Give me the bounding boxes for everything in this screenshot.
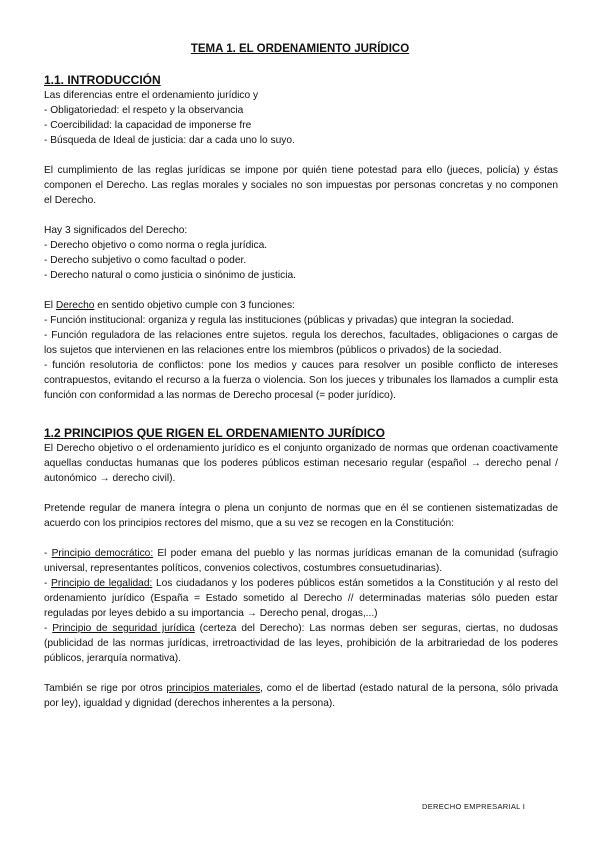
intro-line: Las diferencias entre el ordenamiento jurídico y	[44, 90, 259, 101]
list-item: - Coercibilidad: la capacidad de imponerse fre	[44, 120, 252, 131]
principle-text: Los ciudadanos y los poderes públicos están sometidos a la Constitución y al resto del ordenamiento jurídico (España = Estado sometido al Derecho // determinadas materias sólo pueden estar reguladas por leyes debido a su importancia → Derecho penal, drogas,...)	[44, 578, 558, 619]
list-item: - Búsqueda de Ideal de justicia: dar a cada uno lo suyo.	[44, 135, 295, 146]
principle-text: El poder emana del pueblo y las normas jurídicas emanan de la comunidad (sufragio universal, representantes políticos, convenios colectivos, costumbres consuetudinarias).	[44, 548, 558, 574]
derecho-underlined: Derecho	[55, 300, 95, 311]
principle-text: (certeza del Derecho): Las normas deben ser seguras, ciertas, no dudosas (publicidad de las normas jurídicas, irretroactividad de las leyes, prohibición de la arbitrariedad de los poderes públicos, jerarquía normativa).	[44, 623, 558, 664]
section-heading-principios: 1.2 PRINCIPIOS QUE RIGEN EL ORDENAMIENTO JURÍDICO	[44, 426, 385, 440]
principios-materiales-underlined: principios materiales	[166, 683, 261, 694]
paragraph-principios-materiales	[44, 681, 558, 711]
principle-item: - Principio democrático: El poder emana del pueblo y las normas jurídicas emanan de la comunidad (sufragio universal, representantes políticos, convenios colectivos, costumbres consuetudinarias).	[44, 548, 558, 574]
page-footer: DERECHO EMPRESARIAL I	[422, 802, 526, 811]
document-body	[44, 72, 558, 711]
section-heading-introduccion: 1.1. INTRODUCCIÓN	[44, 73, 161, 87]
list-item: - función resolutoria de conflictos: pone los medios y cauces para resolver un posible conflicto de intereses contrapuestos, evitando el recurso a la fuerza o violencia. Son los jueces y tribunales los llamados a cumplir esta función con conformidad a las normas de Derecho procesal (= poder jurídico).	[44, 360, 558, 401]
paragraph-derecho-objetivo: El Derecho objetivo o el ordenamiento jurídico es el conjunto organizado de normas que ordenan coactivamente aquellas conductas humanas que los poderes públicos estiman necesario regular (español → derecho penal / autonómico → derecho civil).	[44, 443, 558, 484]
functions-intro-post: en sentido objetivo cumple con 3 funciones:	[94, 300, 295, 311]
principle-name: Principio de legalidad:	[51, 578, 153, 589]
meanings-intro: Hay 3 significados del Derecho:	[44, 225, 188, 236]
principle-name: Principio de seguridad jurídica	[52, 623, 195, 634]
functions-intro-pre: El	[44, 300, 56, 311]
list-item: - Derecho subjetivo o como facultad o poder.	[44, 255, 247, 266]
principle-name: Principio democrático:	[51, 548, 154, 559]
list-item: - Obligatoriedad: el respeto y la observancia	[44, 105, 244, 116]
list-item: - Función institucional: organiza y regula las instituciones (públicas y privadas) que integran la sociedad.	[44, 315, 515, 326]
functions-intro	[44, 298, 558, 313]
paragraph-cumplimiento: El cumplimiento de las reglas jurídicas se impone por quién tiene potestad para ello (jueces, policía) y éstas componen el Derecho. Las reglas morales y sociales no son impuestas por personas concretas y no componen el Derecho.	[44, 165, 558, 206]
list-item: - Derecho objetivo o como norma o regla jurídica.	[44, 240, 268, 251]
principle-item: - Principio de legalidad: Los ciudadanos y los poderes públicos están sometidos a la Constitución y al resto del ordenamiento jurídico (España = Estado sometido al Derecho // determinadas materias sólo pueden estar reguladas por leyes debido a su importancia → Derecho penal, drogas,...)	[44, 578, 558, 619]
closing-post: , como el de libertad (estado natural de la persona, sólo privada por ley), igualdad y dignidad (derechos inherentes a la persona).	[44, 683, 558, 709]
list-item: - Función reguladora de las relaciones entre sujetos. regula los derechos, facultades, obligaciones o cargas de los sujetos que intervienen en las relaciones entre los miembros (públicos o privados) de la sociedad.	[44, 330, 558, 356]
list-item: - Derecho natural o como justicia o sinónimo de justicia.	[44, 270, 296, 281]
principle-item: - Principio de seguridad jurídica (certeza del Derecho): Las normas deben ser seguras, ciertas, no dudosas (publicidad de las normas jurídicas, irretroactividad de las leyes, prohibición de la arbitrariedad de los poderes públicos, jerarquía normativa).	[44, 623, 558, 664]
paragraph-pretende-regular: Pretende regular de manera íntegra o plena un conjunto de normas que en él se contienen sistematizadas de acuerdo con los principios rectores del mismo, que a su vez se recogen en la Constitución:	[44, 503, 558, 529]
closing-pre: También se rige por otros	[44, 683, 167, 694]
page-title: TEMA 1. EL ORDENAMIENTO JURÍDICO	[190, 43, 410, 55]
